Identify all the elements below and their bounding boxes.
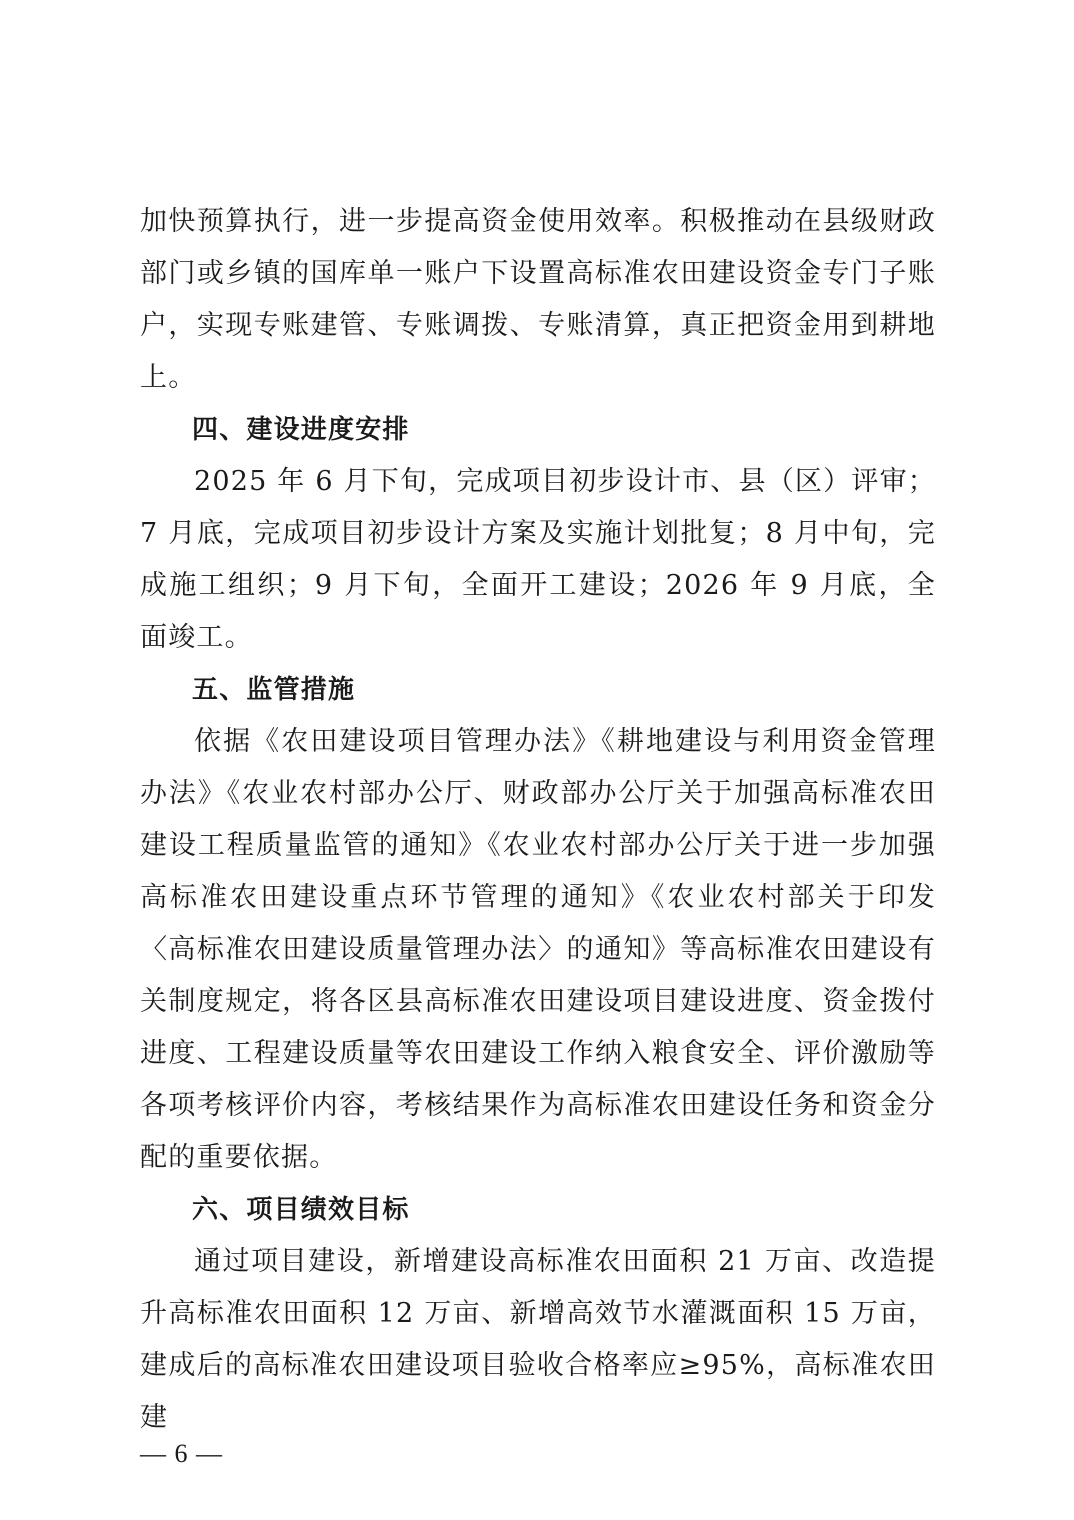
paragraph-budget-execution: 加快预算执行，进一步提高资金使用效率。积极推动在县级财政部门或乡镇的国库单一账户下设置高标准农田建设资金专门子账户，实现专账建管、专账调拨、专账清算，真正把资金用到耕地上。	[140, 206, 936, 393]
page-number: — 6 —	[140, 1439, 223, 1468]
paragraph-performance-goals: 通过项目建设，新增建设高标准农田面积 21 万亩、改造提升高标准农田面积 12 万亩、新增高效节水灌溉面积 15 万亩，建成后的高标准农田建设项目验收合格率应≥95%，高标准农田建	[140, 1246, 936, 1433]
section-heading-performance-goals: 六、项目绩效目标	[192, 1195, 410, 1225]
section-heading-schedule: 四、建设进度安排	[192, 415, 410, 445]
paragraph-schedule: 2025 年 6 月下旬，完成项目初步设计市、县（区）评审；7 月底，完成项目初步设计方案及实施计划批复；8 月中旬，完成施工组织；9 月下旬，全面开工建设；2026 年 9 月底，全面竣工。	[140, 466, 936, 653]
section-heading-supervision: 五、监管措施	[192, 675, 356, 705]
paragraph-supervision: 依据《农田建设项目管理办法》《耕地建设与利用资金管理办法》《农业农村部办公厅、财政部办公厅关于加强高标准农田建设工程质量监管的通知》《农业农村部办公厅关于进一步加强高标准农田建设重点环节管理的通知》《农业农村部关于印发〈高标准农田建设质量管理办法〉的通知》等高标准农田建设有关制度规定，将各区县高标准农田建设项目建设进度、资金拨付进度、工程建设质量等农田建设工作纳入粮食安全、评价激励等各项考核评价内容，考核结果作为高标准农田建设任务和资金分配的重要依据。	[140, 726, 936, 1173]
body-text	[140, 196, 936, 1444]
